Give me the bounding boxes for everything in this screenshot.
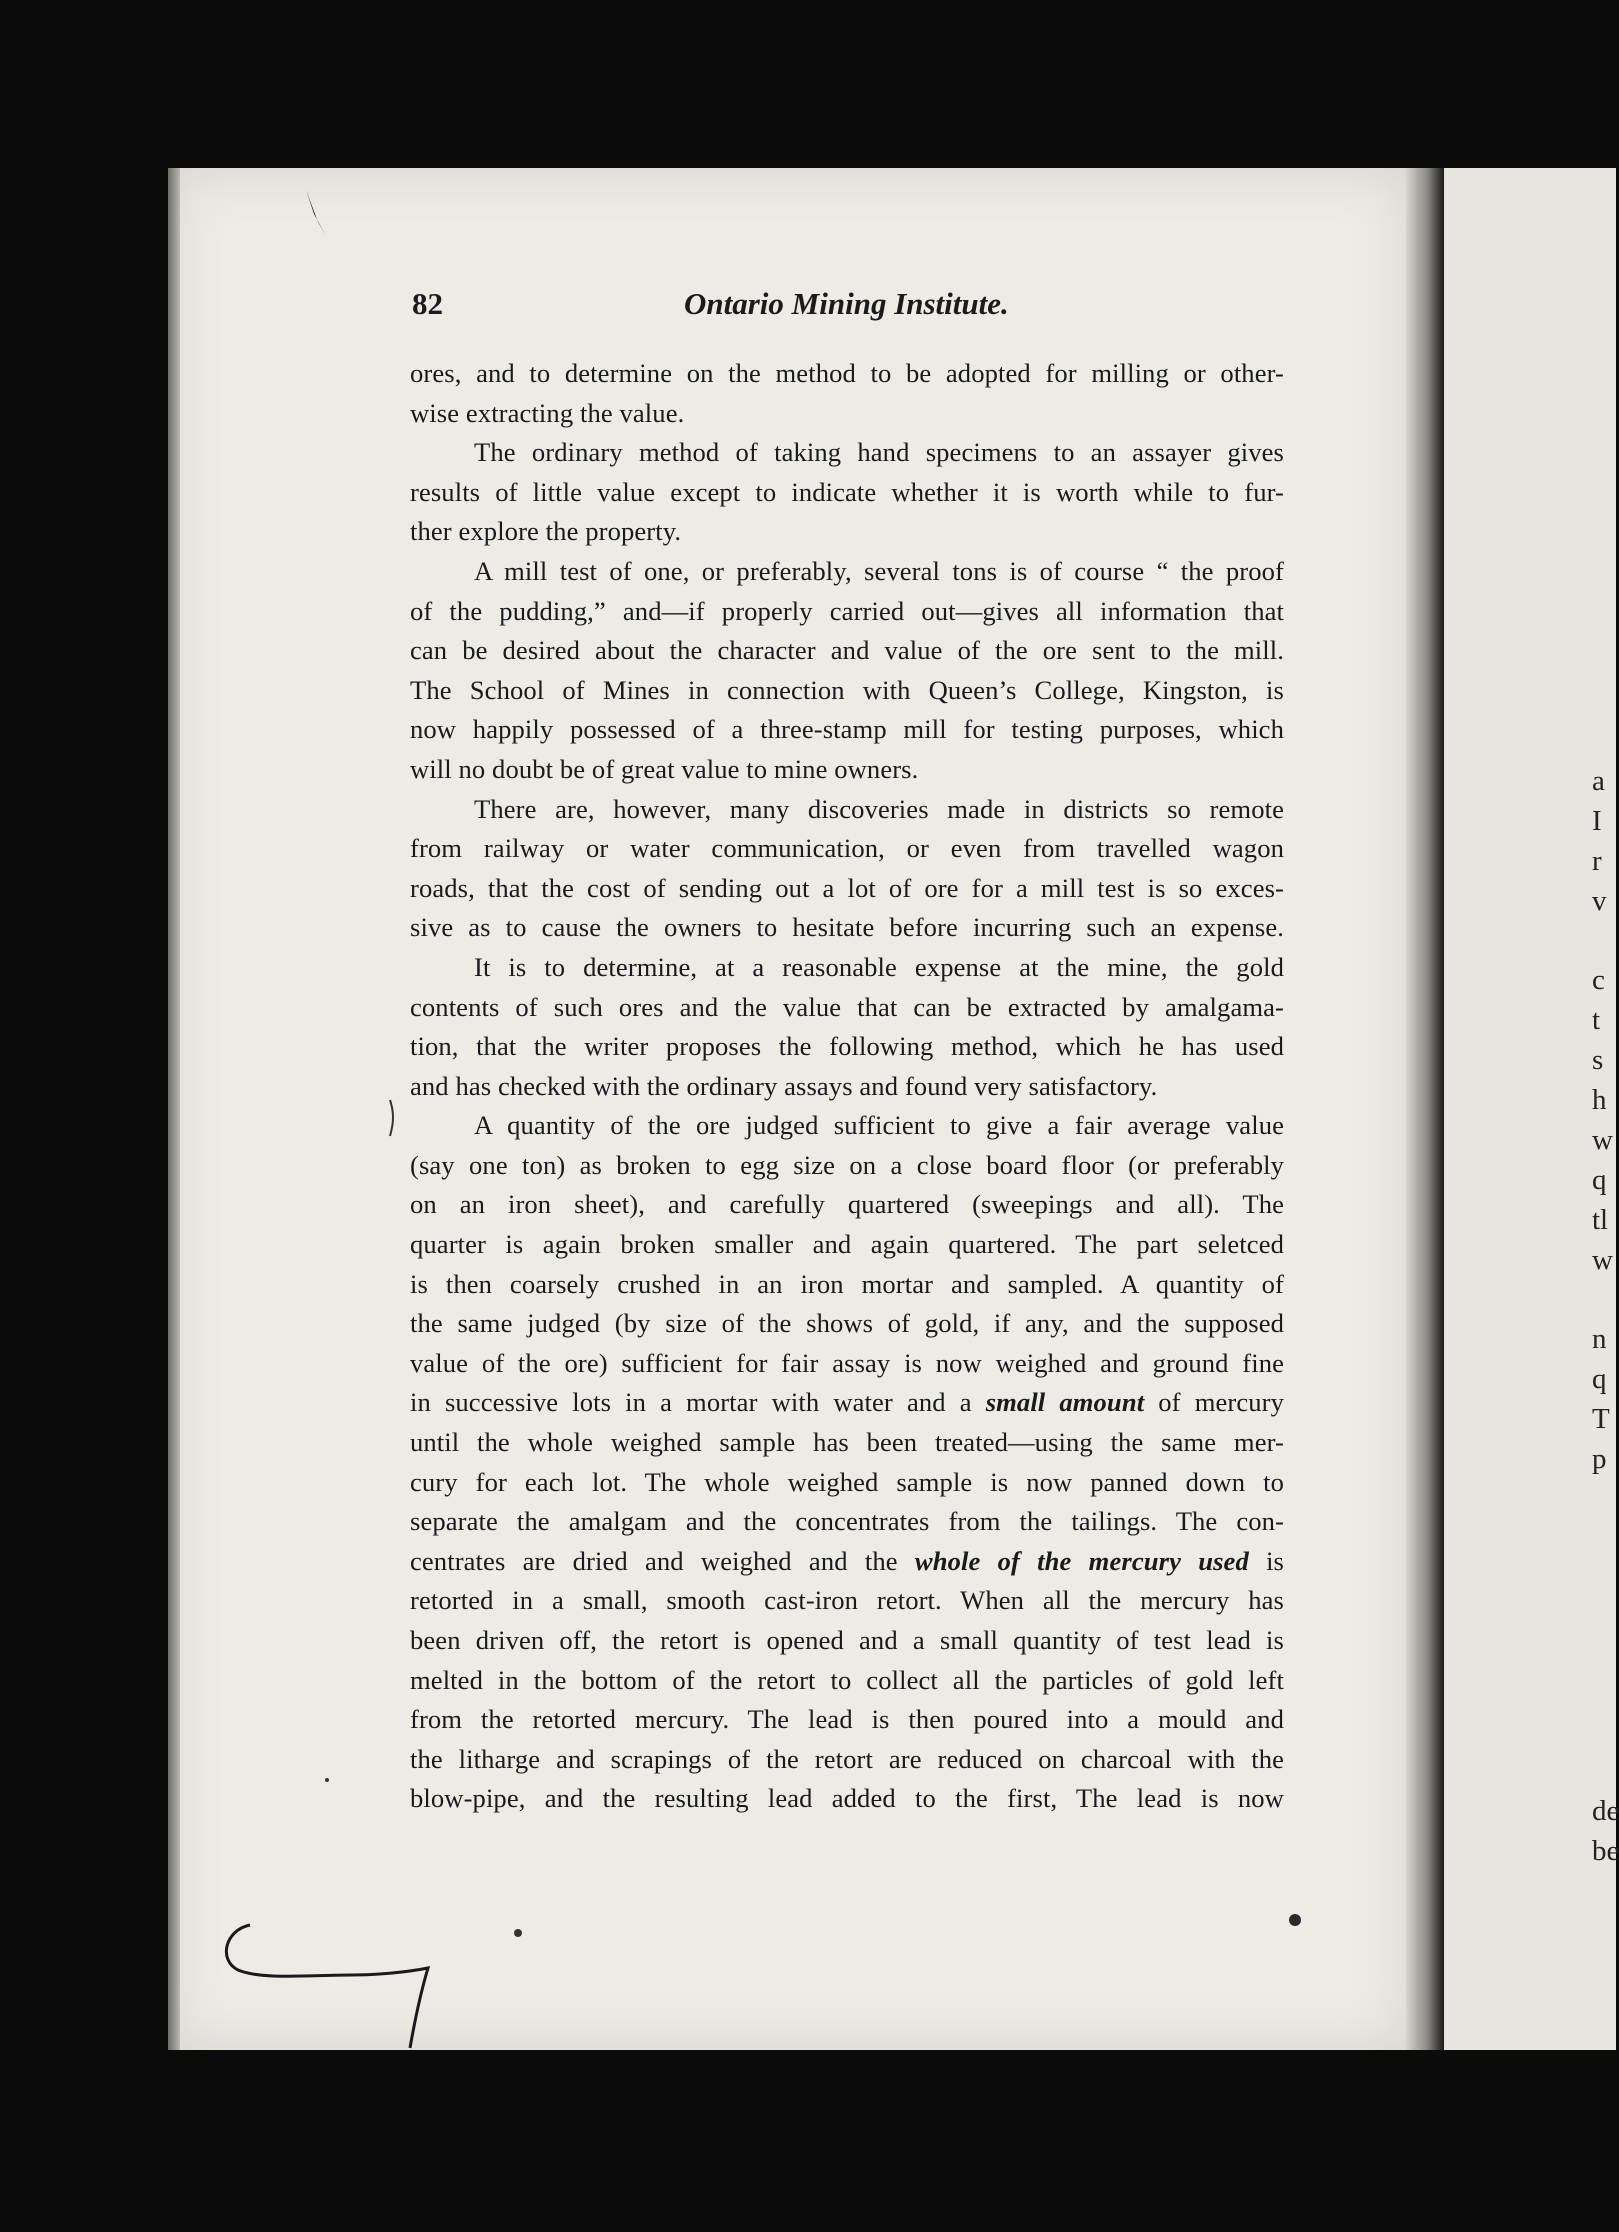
text-line: sive as to cause the owners to hesitate before incurring such an expense.	[410, 912, 1284, 943]
facing-page-fragment: I	[1592, 805, 1602, 837]
text-line: cury for each lot. The whole weighed sample is now panned down to	[410, 1466, 1284, 1497]
text-line: A quantity of the ore judged sufficient to give a fair average value	[474, 1110, 1284, 1141]
text-line: the same judged (by size of the shows of gold, if any, and the supposed	[410, 1308, 1284, 1339]
ink-speck	[325, 1778, 329, 1782]
text-line: separate the amalgam and the concentrates from the tailings. The con-	[410, 1506, 1284, 1537]
facing-page-fragment: r	[1592, 845, 1602, 877]
text-run: is	[1248, 1545, 1285, 1576]
facing-page-fragment: w	[1592, 1124, 1613, 1156]
text-line: ther explore the property.	[410, 516, 682, 547]
text-line: from railway or water communication, or even from travelled wagon	[410, 833, 1284, 864]
text-line: from the retorted mercury. The lead is then poured into a mould and	[410, 1704, 1284, 1735]
facing-page-fragment: n	[1592, 1323, 1607, 1355]
text-line: melted in the bottom of the retort to collect all the particles of gold left	[410, 1664, 1284, 1695]
text-line: It is to determine, at a reasonable expense at the mine, the gold	[474, 951, 1284, 982]
text-line: quarter is again broken smaller and again quartered. The part seletced	[410, 1229, 1284, 1260]
facing-page-fragment: p	[1592, 1443, 1607, 1475]
running-head: Ontario Mining Institute.	[684, 286, 1009, 321]
ink-mark	[306, 190, 326, 236]
facing-page-fragment: s	[1592, 1044, 1604, 1076]
facing-page-fragment: a	[1592, 765, 1605, 797]
text-line: The School of Mines in connection with Queen’s College, Kingston, is	[410, 674, 1284, 705]
text-run: centrates are dried and weighed and the	[410, 1545, 915, 1576]
facing-page-fragment: de	[1592, 1795, 1619, 1827]
text-line: A mill test of one, or preferably, several tons is of course “ the proof	[474, 555, 1284, 586]
facing-page-fragment: w	[1592, 1244, 1613, 1276]
facing-page-fragment: tl	[1592, 1204, 1609, 1236]
text-line: results of little value except to indicate whether it is worth while to fur-	[410, 476, 1284, 507]
facing-page-fragment: c	[1592, 964, 1605, 996]
text-line: tion, that the writer proposes the following method, which he has used	[410, 1031, 1284, 1062]
text-line: ores, and to determine on the method to be adopted for milling or other-	[410, 358, 1284, 388]
facing-page-fragment: T	[1592, 1403, 1610, 1435]
text-run: of mercury	[1144, 1387, 1284, 1418]
facing-page-fragment: be	[1592, 1835, 1619, 1867]
pencil-scribble	[226, 1925, 428, 2048]
body-text	[410, 354, 1284, 1819]
facing-page-fragment: t	[1592, 1004, 1601, 1036]
text-line: now happily possessed of a three-stamp mill for testing purposes, which	[410, 714, 1284, 745]
text-line: (say one ton) as broken to egg size on a close board floor (or preferably	[410, 1149, 1284, 1180]
text-line: the litharge and scrapings of the retort are reduced on charcoal with the	[410, 1743, 1284, 1774]
text-line: There are, however, many discoveries made in districts so remote	[474, 793, 1284, 824]
text-line: is then coarsely crushed in an iron mortar and sampled. A quantity of	[410, 1268, 1284, 1299]
text-line	[410, 1542, 1284, 1582]
ink-speck	[1289, 1914, 1301, 1926]
emphasis-run: whole of the mercury used	[914, 1545, 1249, 1576]
text-line: on an iron sheet), and carefully quartered (sweepings and all). The	[410, 1189, 1284, 1220]
ink-mark	[390, 1100, 393, 1136]
text-line: wise extracting the value.	[410, 397, 685, 428]
ink-speck	[514, 1929, 522, 1937]
text-line: been driven off, the retort is opened and a small quantity of test lead is	[410, 1625, 1284, 1655]
facing-page-fragment: q	[1592, 1164, 1607, 1196]
text-line: contents of such ores and the value that can be extracted by amalgama-	[410, 991, 1284, 1022]
text-line: roads, that the cost of sending out a lot of ore for a mill test is so exces-	[410, 872, 1284, 903]
emphasis-run: small amount	[985, 1387, 1145, 1418]
text-line: until the whole weighed sample has been treated—using the same mer-	[410, 1427, 1284, 1458]
text-line: The ordinary method of taking hand specimens to an assayer gives	[474, 437, 1284, 468]
text-line: can be desired about the character and value of the ore sent to the mill.	[410, 635, 1284, 666]
facing-page-fragment: v	[1592, 885, 1607, 917]
text-line: will no doubt be of great value to mine owners.	[410, 753, 919, 784]
page-number: 82	[412, 286, 443, 321]
text-run: in successive lots in a mortar with water and a	[410, 1387, 986, 1418]
text-line: retorted in a small, smooth cast-iron retort. When all the mercury has	[410, 1585, 1284, 1616]
text-line	[410, 1383, 1284, 1423]
facing-page-fragment: q	[1592, 1363, 1607, 1395]
text-line: blow-pipe, and the resulting lead added to the first, The lead is now	[410, 1783, 1284, 1814]
facing-page-fragment: h	[1592, 1084, 1607, 1116]
text-line: and has checked with the ordinary assays and found very satisfactory.	[410, 1070, 1158, 1101]
text-line: value of the ore) sufficient for fair assay is now weighed and ground fine	[410, 1347, 1284, 1378]
page-header	[412, 286, 1282, 330]
text-line: of the pudding,” and—if properly carried out—gives all information that	[410, 595, 1284, 626]
